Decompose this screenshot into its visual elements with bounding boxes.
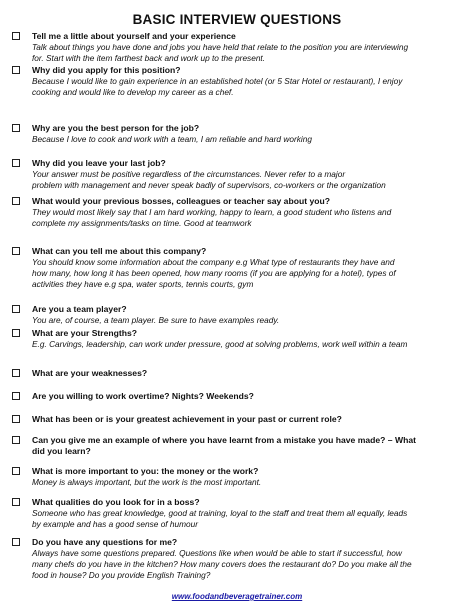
question-item: [32, 497, 470, 530]
answer-text: Your answer must be positive regardless of the circumstances. Never refer to a major: [32, 169, 346, 179]
checkbox-icon[interactable]: [12, 247, 20, 255]
question-text: Why did you apply for this position?: [32, 65, 181, 75]
question-item: [32, 31, 470, 64]
question-text: did you learn?: [32, 446, 91, 456]
checkbox-icon[interactable]: [12, 467, 20, 475]
question-text: What are your weaknesses?: [32, 368, 148, 378]
question-text: What can you tell me about this company?: [32, 246, 207, 256]
checkbox-icon[interactable]: [12, 498, 20, 506]
answer-text: You should know some information about the company e.g What type of restaurants they have and: [32, 257, 395, 267]
question-item: [32, 158, 470, 191]
question-item: [32, 435, 470, 457]
page-title: BASIC INTERVIEW QUESTIONS: [132, 12, 342, 27]
question-text: Are you willing to work overtime? Nights? Weekends?: [32, 391, 254, 401]
question-text: Do you have any questions for me?: [32, 537, 178, 547]
answer-text: You are, of course, a team player. Be sure to have examples ready.: [32, 315, 280, 325]
question-item: [32, 304, 470, 326]
question-item: [32, 368, 470, 379]
footer-link[interactable]: www.foodandbeveragetrainer.com: [171, 592, 303, 601]
question-text: Why are you the best person for the job?: [32, 123, 200, 133]
answer-text: how many, how long it has been opened, how many rooms (if you are applying for a hotel), types of: [32, 268, 396, 278]
answer-text: problem with management and never speak badly of supervisors, co-workers or the organization: [32, 180, 386, 190]
answer-text: E.g. Carvings, leadership, can work under pressure, good at solving problems, work well within a team: [32, 339, 408, 349]
question-item: [32, 391, 470, 402]
answer-text: activities they have e.g spa, water sports, tennis courts, gym: [32, 279, 254, 289]
answer-text: They would most likely say that I am hard working, happy to learn, a good student who listens and: [32, 207, 392, 217]
answer-text: food in house? Do you provide English Training?: [32, 570, 211, 580]
checkbox-icon[interactable]: [12, 436, 20, 444]
answer-text: Always have some questions prepared. Questions like when would be able to start if successful, how: [32, 548, 402, 558]
checkbox-icon[interactable]: [12, 538, 20, 546]
checkbox-icon[interactable]: [12, 159, 20, 167]
question-item: [32, 196, 470, 229]
question-text: What has been or is your greatest achievement in your past or current role?: [32, 414, 342, 424]
answer-text: by example and has a good sense of humour: [32, 519, 199, 529]
checkbox-icon[interactable]: [12, 329, 20, 337]
answer-text: Talk about things you have done and jobs you have held that relate to the position you are interviewing: [32, 42, 409, 52]
question-item: [32, 328, 470, 350]
answer-text: cooking and would like to develop my career as a chef.: [32, 87, 234, 97]
question-text: Tell me a little about yourself and your experience: [32, 31, 236, 41]
answer-text: complete my assignments/tasks on time. Good at teamwork: [32, 218, 252, 228]
question-text: What is more important to you: the money or the work?: [32, 466, 259, 476]
checkbox-icon[interactable]: [12, 124, 20, 132]
answer-text: Because I would like to gain experience in an established hotel (or 5 Star Hotel or restaurant), I enjoy: [32, 76, 403, 86]
question-text: Are you a team player?: [32, 304, 127, 314]
question-item: [32, 65, 470, 98]
question-item: [32, 537, 470, 581]
checkbox-icon[interactable]: [12, 66, 20, 74]
question-item: [32, 123, 470, 145]
checkbox-icon[interactable]: [12, 197, 20, 205]
question-text: Can you give me an example of where you have learnt from a mistake you have made? – What: [32, 435, 416, 445]
answer-text: Someone who has great knowledge, good at training, loyal to the staff and treat them all equally, leads: [32, 508, 408, 518]
question-item: [32, 466, 470, 488]
checkbox-icon[interactable]: [12, 369, 20, 377]
question-text: What would your previous bosses, colleagues or teacher say about you?: [32, 196, 330, 206]
question-text: What qualities do you look for in a boss?: [32, 497, 200, 507]
answer-text: Because I love to cook and work with a team, I am reliable and hard working: [32, 134, 312, 144]
answer-text: many chefs do you have in the kitchen? How many covers does the restaurant do? Do you make all the: [32, 559, 412, 569]
checkbox-icon[interactable]: [12, 415, 20, 423]
answer-text: for. Start with the item farthest back and work up to the present.: [32, 53, 266, 63]
question-text: What are your Strengths?: [32, 328, 138, 338]
question-item: [32, 414, 470, 425]
answer-text: Money is always important, but the work is the most important.: [32, 477, 262, 487]
question-text: Why did you leave your last job?: [32, 158, 166, 168]
checkbox-icon[interactable]: [12, 392, 20, 400]
checkbox-icon[interactable]: [12, 32, 20, 40]
checkbox-icon[interactable]: [12, 305, 20, 313]
question-item: [32, 246, 470, 290]
